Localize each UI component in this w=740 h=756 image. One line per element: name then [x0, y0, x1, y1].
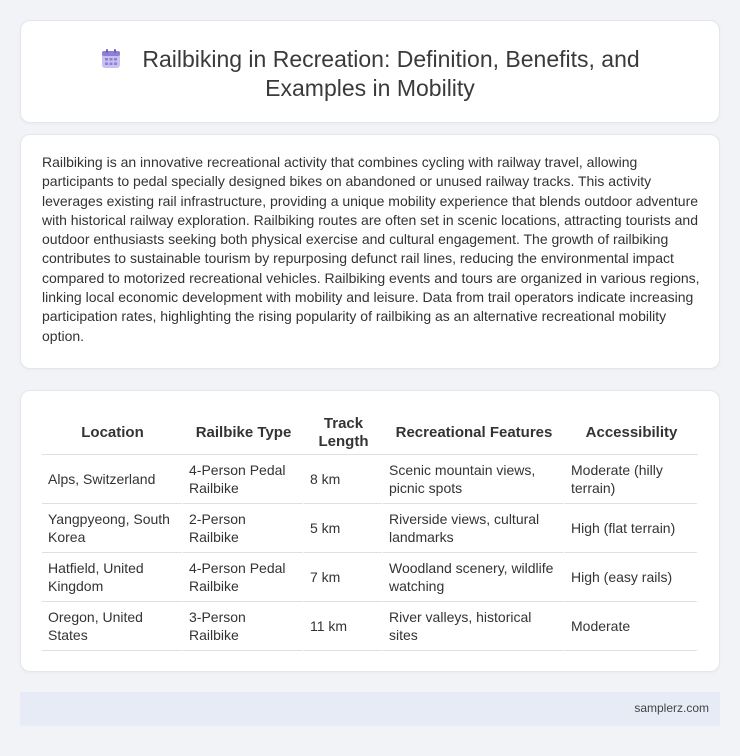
footer-bar: [20, 692, 720, 726]
railbiking-table: [42, 411, 698, 651]
table-header-row: [42, 411, 698, 455]
header-railbike-type: Railbike Type: [183, 411, 304, 455]
calendar-icon: [100, 48, 122, 70]
article-card: [20, 134, 720, 369]
cell-track-length: 5 km: [304, 504, 383, 553]
cell-accessibility: High (easy rails): [565, 553, 698, 602]
cell-accessibility: High (flat terrain): [565, 504, 698, 553]
cell-recreational-features: Scenic mountain views, picnic spots: [383, 455, 565, 504]
cell-recreational-features: Riverside views, cultural landmarks: [383, 504, 565, 553]
cell-railbike-type: 4-Person Pedal Railbike: [183, 455, 304, 504]
table-row: [42, 602, 698, 651]
cell-railbike-type: 4-Person Pedal Railbike: [183, 553, 304, 602]
header-location: Location: [42, 411, 183, 455]
title-line-2: Examples in Mobility: [265, 75, 475, 101]
cell-accessibility: Moderate (hilly terrain): [565, 455, 698, 504]
cell-location: Hatfield, United Kingdom: [42, 553, 183, 602]
cell-track-length: 8 km: [304, 455, 383, 504]
cell-location: Oregon, United States: [42, 602, 183, 651]
table-row: [42, 455, 698, 504]
table-row: [42, 553, 698, 602]
table-row: [42, 504, 698, 553]
footer-site-link[interactable]: samplerz.com: [634, 701, 709, 715]
cell-recreational-features: River valleys, historical sites: [383, 602, 565, 651]
cell-track-length: 7 km: [304, 553, 383, 602]
article-paragraph: Railbiking is an innovative recreational activity that combines cycling with railway travel, allowing participants to pedal specially designed bikes on abandoned or unused railway tracks. This activity leverages existing rail infrastructure, providing a unique mobility experience that blends outdoor adventure with historical railway exploration. Railbiking routes are often set in scenic locations, attracting tourists and outdoor enthusiasts seeking both physical exercise and cultural engagement. The growth of railbiking contributes to sustainable tourism by repurposing defunct rail lines, reducing the environmental impact compared to motorized recreational vehicles. Railbiking events and tours are organized in various regions, linking local economic development with mobility and leisure. Data from trail operators indicate increasing participation rates, highlighting the rising popularity of railbiking as an alternative recreational mobility option.: [42, 154, 700, 344]
table-card: [20, 390, 720, 672]
header-track-length: Track Length: [304, 411, 383, 455]
title-line-1: Railbiking in Recreation: Definition, Benefits, and: [142, 46, 640, 72]
cell-location: Alps, Switzerland: [42, 455, 183, 504]
cell-railbike-type: 2-Person Railbike: [183, 504, 304, 553]
title-card: [20, 20, 720, 123]
cell-accessibility: Moderate: [565, 602, 698, 651]
cell-location: Yangpyeong, South Korea: [42, 504, 183, 553]
header-accessibility: Accessibility: [565, 411, 698, 455]
cell-railbike-type: 3-Person Railbike: [183, 602, 304, 651]
cell-track-length: 11 km: [304, 602, 383, 651]
page-title: [21, 45, 719, 103]
header-recreational-features: Recreational Features: [383, 411, 565, 455]
cell-recreational-features: Woodland scenery, wildlife watching: [383, 553, 565, 602]
